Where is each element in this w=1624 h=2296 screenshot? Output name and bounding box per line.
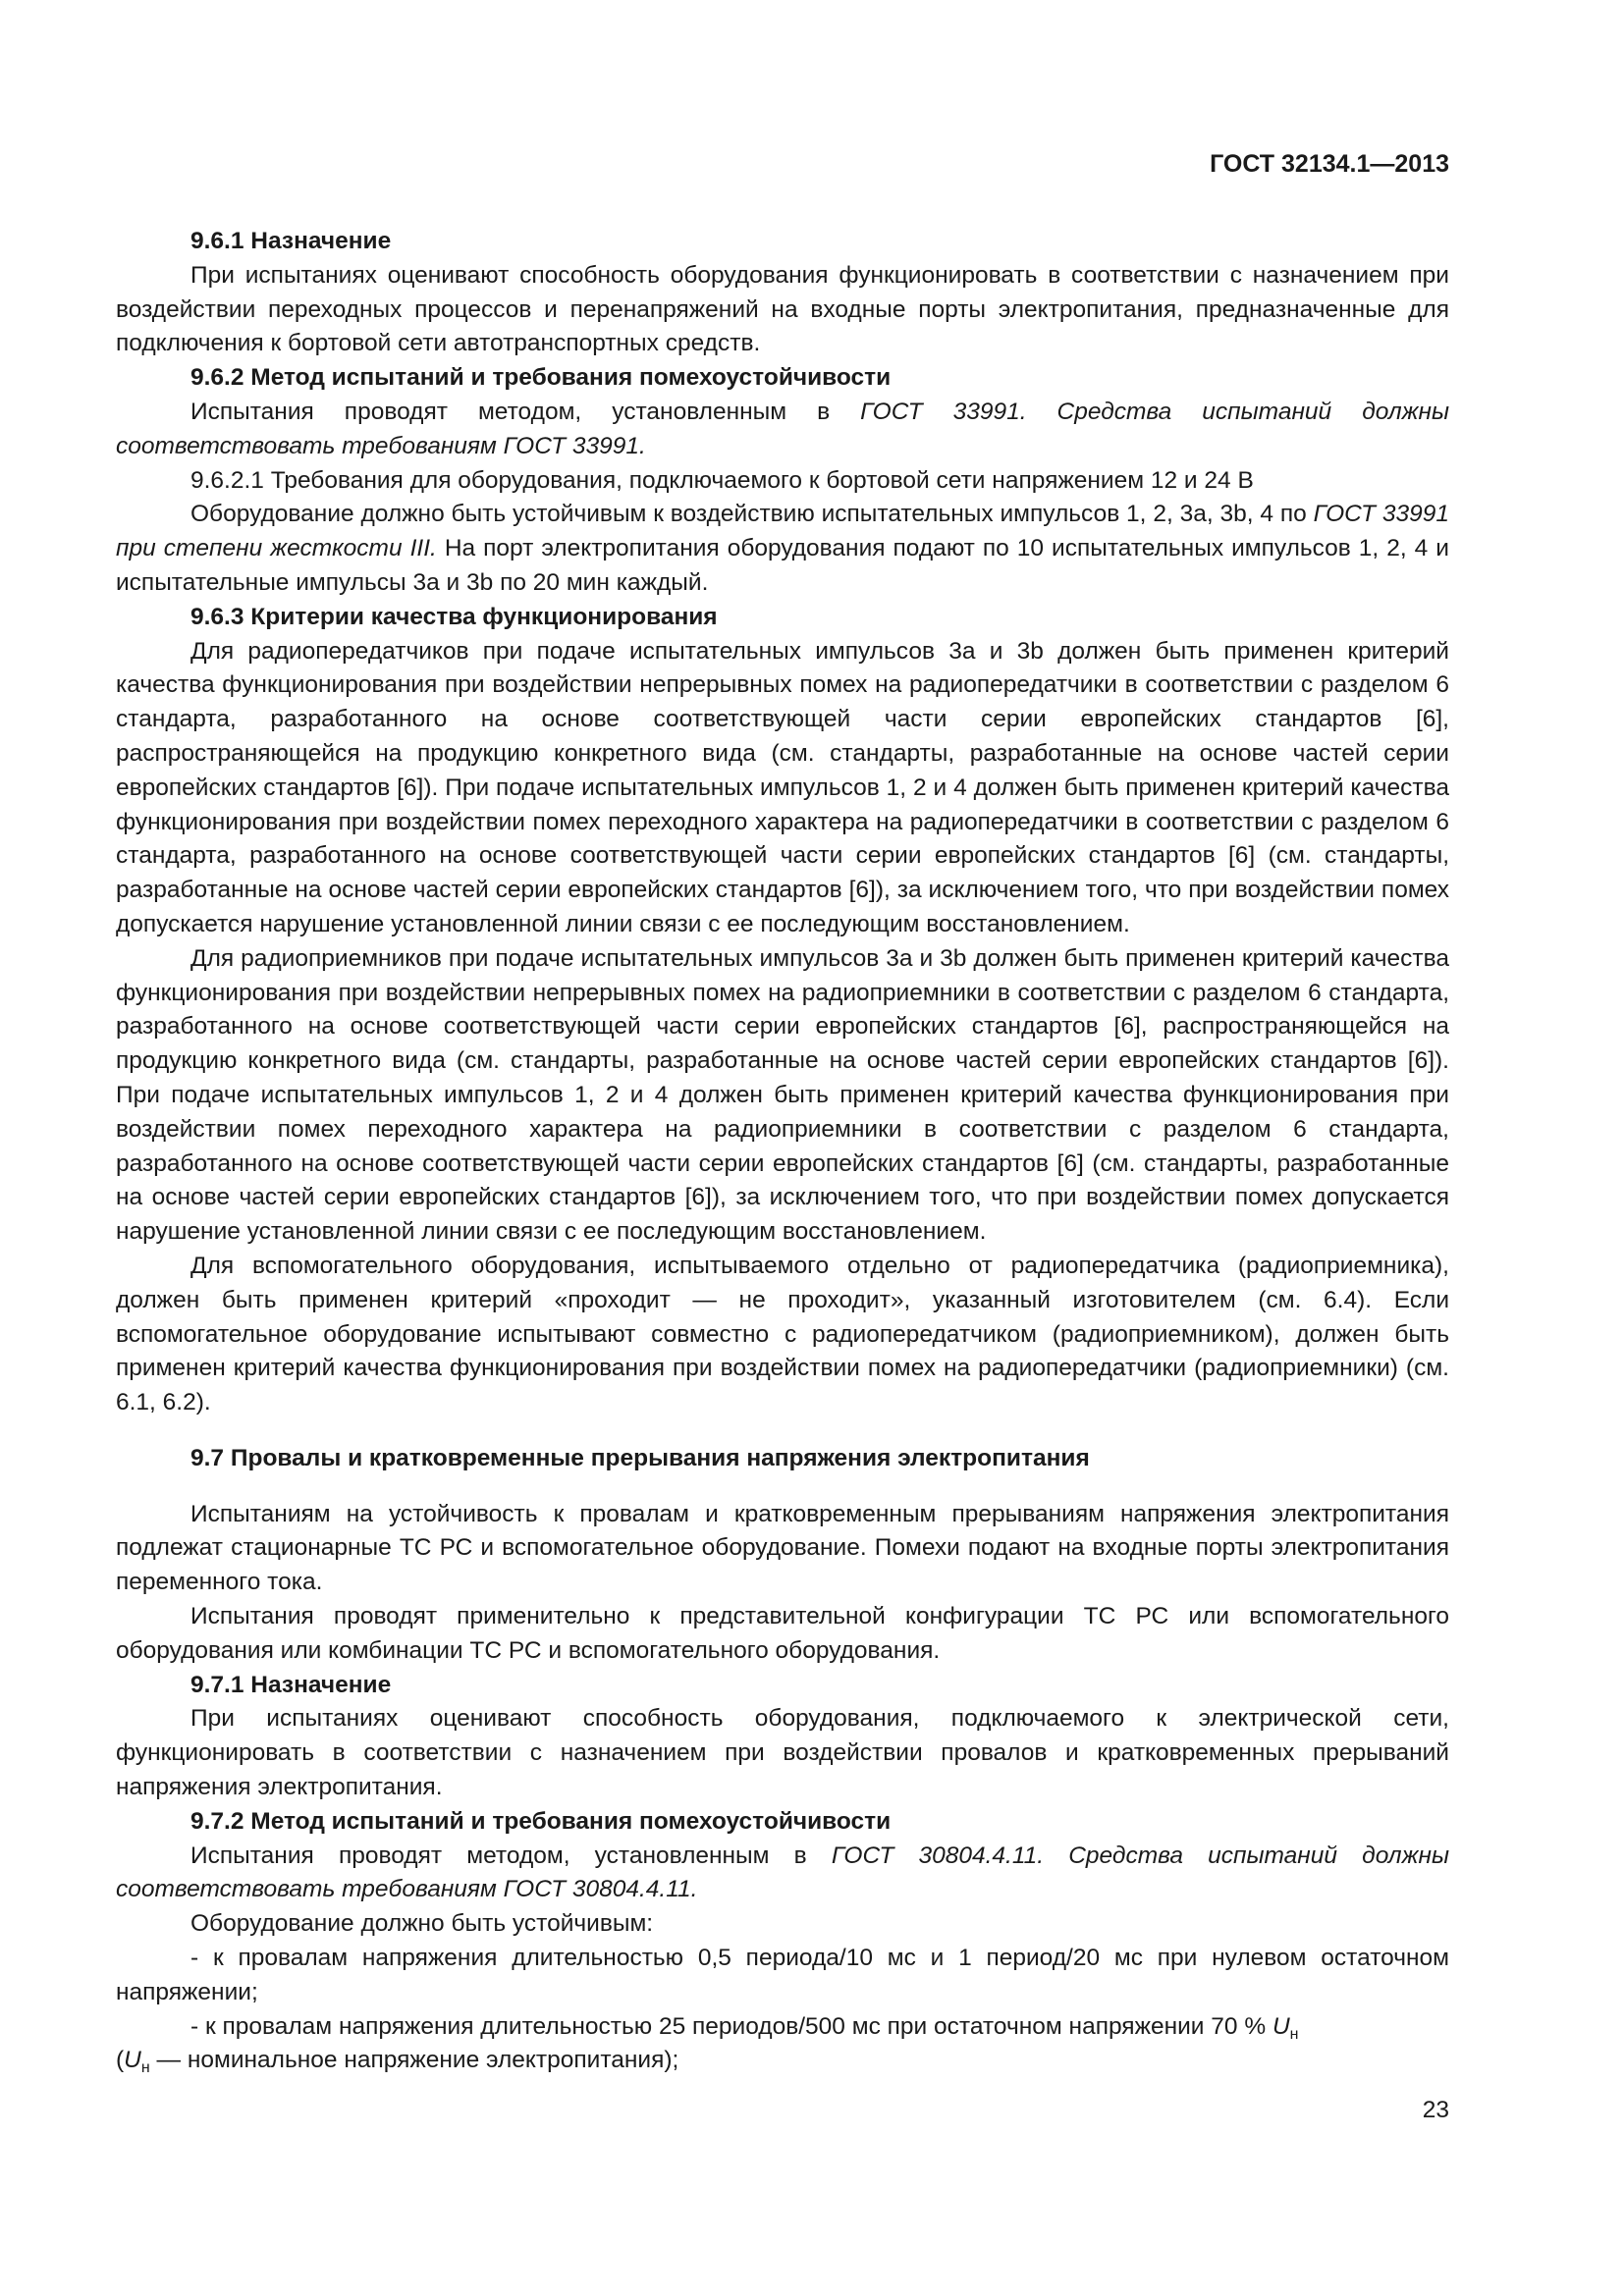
text-run: - к провалам напряжения длительностью 25 периодов/500 мс при остаточном напряжении 70 % (190, 2012, 1272, 2040)
italic-reference: ГОСТ 33991 при степени жесткости III. (116, 501, 1449, 562)
paragraph (116, 1840, 1449, 1908)
document-body (116, 225, 1449, 2078)
document-page (116, 0, 1449, 2296)
paragraph: При испытаниях оценивают способность оборудования функционировать в соответствии с назначением при воздействии переходных процессов и перенапряжений на входные порты электропитания, предназначенные для подключения к бортовой сети автотранспортных средств. (116, 261, 1449, 357)
paragraph: Испытания проводят применительно к представительной конфигурации ТС РС или вспомогательного оборудования или комбинации ТС РС и вспомогательного оборудования. (116, 1603, 1449, 1664)
heading-9-7: 9.7 Провалы и кратковременные прерывания напряжения электропитания (190, 1444, 1090, 1471)
text-run: ( (116, 2047, 125, 2074)
subscript: н (140, 2059, 150, 2077)
paragraph: Для радиоприемников при подаче испытательных импульсов 3a и 3b должен быть применен критерий качества функционирования при воздействии непрерывных помех на радиоприемники в соответствии с разделом 6 стандарта, разработанного на основе соответствующей части серии европейских стандартов [6], распространяющейся на продукцию конкретного вида (см. стандарты, разработанные на основе частей серии европейских стандартов [6]). При подаче испытательных импульсов 1, 2 и 4 должен быть применен критерий качества функционирования при воздействии помех переходного характера на радиоприемники в соответствии с разделом 6 стандарта, разработанного на основе соответствующей части серии европейских стандартов [6] (см. стандарты, разработанные на основе частей серии европейских стандартов [6]), за исключением того, что при воздействии помех допускается нарушение установленной линии связи с ее последующим восстановлением. (116, 944, 1449, 1246)
text-run: Испытания проводят методом, установленным в (190, 398, 861, 425)
page-number: 23 (1422, 2097, 1449, 2123)
text-run: Испытания проводят методом, установленным в (190, 1842, 832, 1869)
list-item: - к провалам напряжения длительностью 0,5 периода/10 мс и 1 период/20 мс при нулевом остаточном напряжении; (116, 1945, 1449, 2005)
paragraph: Для радиопередатчиков при подаче испытательных импульсов 3a и 3b должен быть применен критерий качества функционирования при воздействии непрерывных помех на радиопередатчики в соответствии с разделом 6 стандарта, разработанного на основе соответствующей части серии европейских стандартов [6], распространяющейся на продукцию конкретного вида (см. стандарты, разработанные на основе частей серии европейских стандартов [6]). При подаче испытательных импульсов 1, 2 и 4 должен быть применен критерий качества функционирования при воздействии помех переходного характера на радиопередатчики в соответствии с разделом 6 стандарта, разработанного на основе соответствующей части серии европейских стандартов [6] (см. стандарты, разработанные на основе частей серии европейских стандартов [6]), за исключением того, что при воздействии помех допускается нарушение установленной линии связи с ее последующим восстановлением. (116, 637, 1449, 937)
paragraph: Испытаниям на устойчивость к провалам и кратковременным прерываниям напряжения электропитания подлежат стационарные ТС РС и вспомогательное оборудование. Помехи подают на входные порты электропитания переменного тока. (116, 1500, 1449, 1596)
document-header: ГОСТ 32134.1—2013 (1210, 150, 1449, 178)
text-run: Оборудование должно быть устойчивым к воздействию испытательных импульсов 1, 2, 3a, 3b, 4 по (190, 501, 1314, 528)
paragraph: При испытаниях оценивают способность оборудования, подключаемого к электрической сети, функционировать в соответствии с назначением при воздействии провалов и кратковременных прерываний напряжения электропитания. (116, 1705, 1449, 1801)
text-run: — номинальное напряжение электропитания); (149, 2047, 679, 2074)
voltage-symbol: U (1272, 2012, 1290, 2040)
text-run: На порт электропитания оборудования подают по 10 испытательных импульсов 1, 2, 4 и испытательные импульсы 3a и 3b по 20 мин каждый. (116, 535, 1449, 596)
paragraph (116, 498, 1449, 600)
italic-reference: ГОСТ 30804.4.11. Средства испытаний должны соответствовать требованиям ГОСТ 30804.4.11. (116, 1842, 1449, 1903)
paragraph (116, 396, 1449, 464)
heading-9-6-1: 9.6.1 Назначение (190, 228, 392, 254)
subscript: н (1289, 2025, 1299, 2043)
voltage-symbol: U (124, 2047, 141, 2074)
paragraph: 9.6.2.1 Требования для оборудования, подключаемого к бортовой сети напряжением 12 и 24 В (190, 466, 1254, 494)
italic-reference: ГОСТ 33991. Средства испытаний должны соответствовать требованиям ГОСТ 33991. (116, 398, 1450, 459)
heading-9-6-2: 9.6.2 Метод испытаний и требования помехоустойчивости (190, 364, 892, 392)
heading-9-6-3: 9.6.3 Критерии качества функционирования (190, 603, 718, 630)
heading-9-7-2: 9.7.2 Метод испытаний и требования помехоустойчивости (190, 1807, 892, 1835)
paragraph: Оборудование должно быть устойчивым: (190, 1910, 654, 1938)
paragraph: Для вспомогательного оборудования, испытываемого отдельно от радиопередатчика (радиоприемника), должен быть применен критерий «проходит — не проходит», указанный изготовителем (см. 6.4). Если вспомогательное оборудование испытывают совместно с радиопередатчиком (радиоприемником), должен быть применен критерий качества функционирования при воздействии помех на радиопередатчики (радиоприемники) (см. 6.1, 6.2). (116, 1252, 1449, 1416)
list-item (116, 2010, 1449, 2079)
heading-9-7-1: 9.7.1 Назначение (190, 1671, 392, 1698)
